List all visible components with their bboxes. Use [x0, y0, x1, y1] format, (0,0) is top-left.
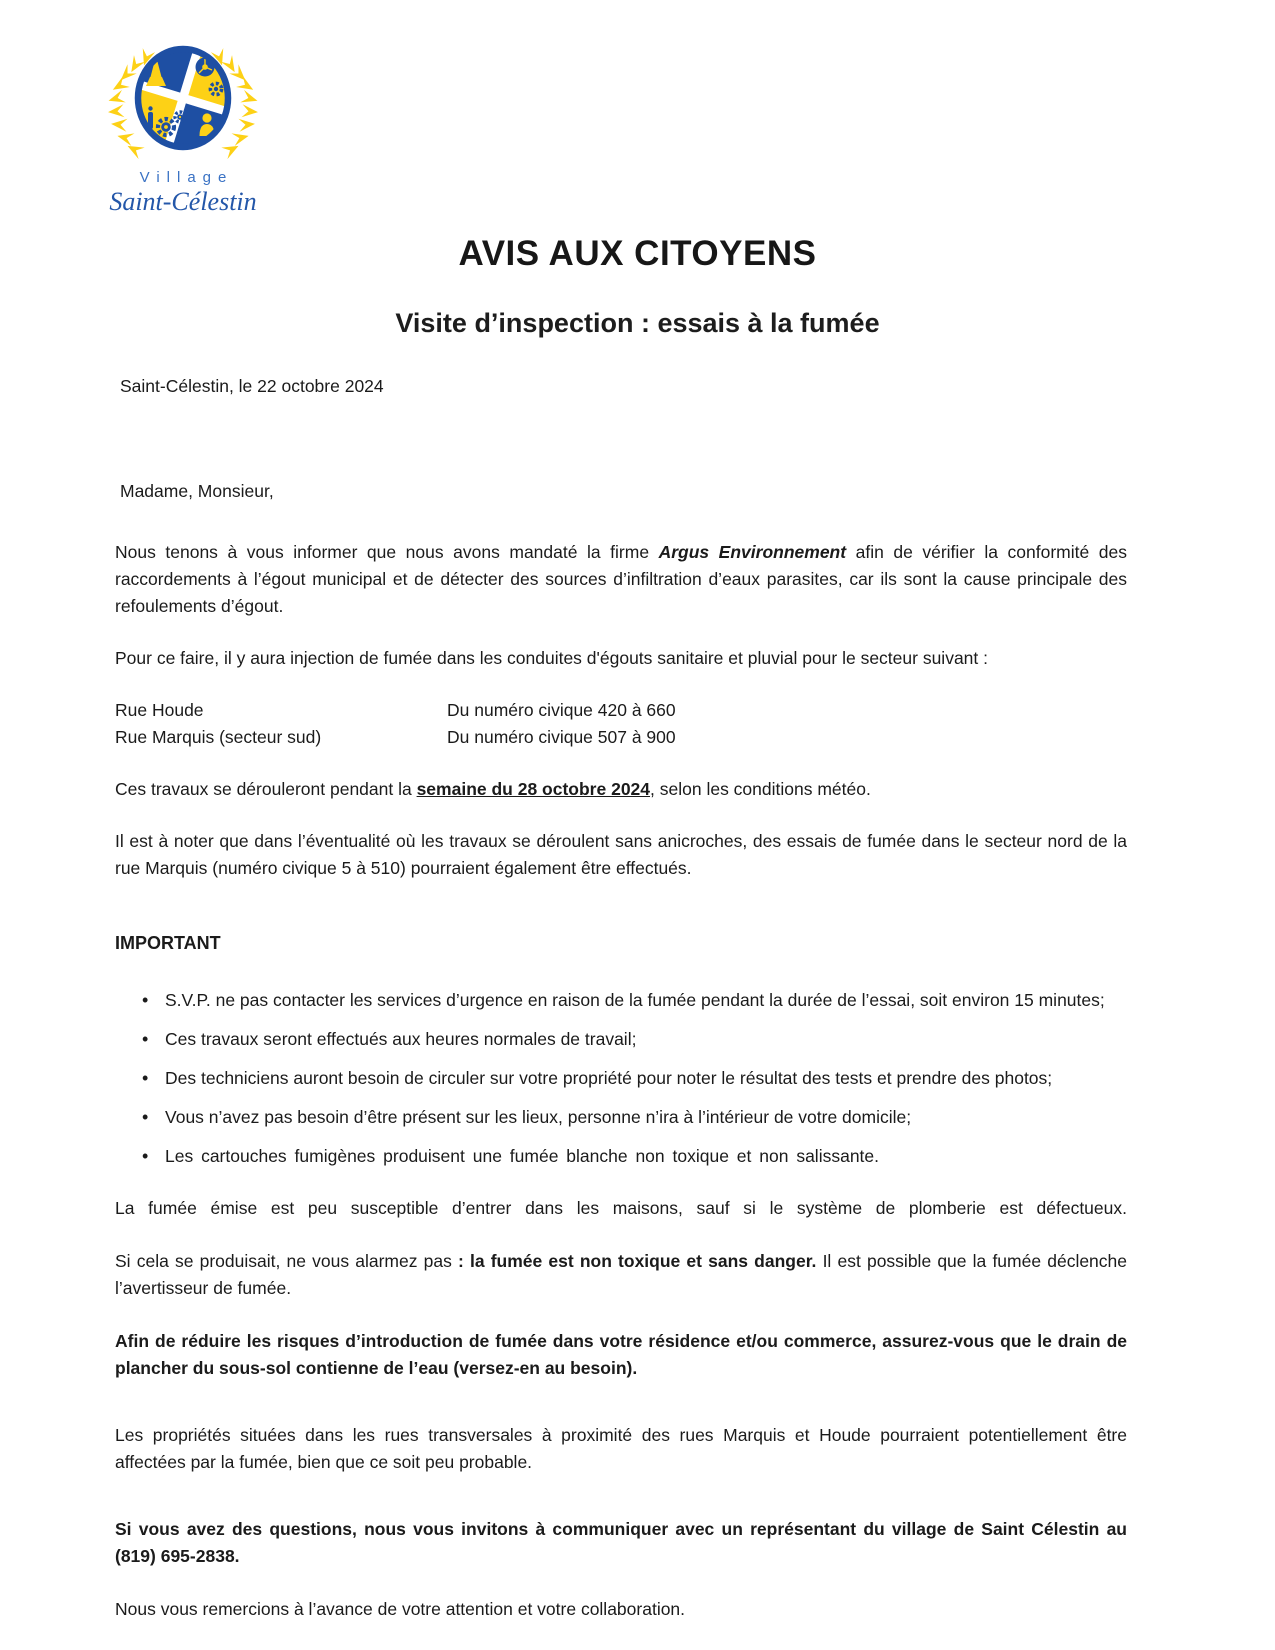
street-list: [115, 697, 1127, 751]
paragraph-thanks: Nous vous remercions à l’avance de votre attention et votre collaboration.: [115, 1599, 686, 1619]
bullet-marker: [142, 1065, 148, 1092]
logo-name: Saint-Célestin: [109, 187, 257, 216]
page-subtitle: Visite d’inspection : essais à la fumée: [395, 308, 880, 338]
logo-village-label: Village: [139, 169, 234, 186]
street-row: [115, 724, 1127, 751]
schedule-week: semaine du 28 octobre 2024: [416, 779, 651, 799]
mandate-text-post: afin de vérifier la conformité des raccordements à l’égout municipal et de détecter des sources d’infiltration d’eaux parasites, car ils sont la cause principale des refoulements d’égout.: [115, 542, 1127, 616]
bullet-text: Ces travaux seront effectués aux heures normales de travail;: [165, 1029, 637, 1049]
bullet-text: Les cartouches fumigènes produisent une fumée blanche non toxique et non salissante.: [165, 1146, 880, 1166]
paragraph-note: Il est à noter que dans l’éventualité où les travaux se déroulent sans anicroches, des essais de fumée dans le secteur nord de la rue Marquis (numéro civique 5 à 510) pourraient également être effectués.: [115, 831, 1127, 878]
paragraph-smoke: La fumée émise est peu susceptible d’entrer dans les maisons, sauf si le système de plomberie est défectueux.: [115, 1198, 1127, 1218]
paragraph-questions: Si vous avez des questions, nous vous invitons à communiquer avec un représentant du village de Saint Célestin au (819) 695-2838.: [115, 1519, 1127, 1566]
dateline: Saint-Célestin, le 22 octobre 2024: [120, 376, 384, 396]
bullet-item: [115, 1026, 1127, 1053]
street-name: Rue Marquis (secteur sud): [115, 727, 322, 747]
important-heading: IMPORTANT: [115, 933, 221, 953]
bullet-item: [115, 1143, 1127, 1170]
bullet-item: [115, 987, 1127, 1014]
street-range: Du numéro civique 420 à 660: [447, 700, 676, 720]
street-name: Rue Houde: [115, 700, 204, 720]
bullet-text: Vous n’avez pas besoin d’être présent sur les lieux, personne n’ira à l’intérieur de votre domicile;: [165, 1107, 912, 1127]
paragraph-schedule: [115, 776, 1127, 803]
important-bullet-list: [115, 987, 1127, 1170]
street-range: Du numéro civique 507 à 900: [447, 727, 676, 747]
paragraph-alarm: [115, 1248, 1127, 1302]
notice-body: [115, 373, 1127, 1623]
bullet-item: [115, 1104, 1127, 1131]
paragraph-transversal: Les propriétés situées dans les rues transversales à proximité des rues Marquis et Houde pourraient potentiellement être affectées par la fumée, bien que ce soit peu probable.: [115, 1425, 1127, 1472]
alarm-warning: : la fumée est non toxique et sans danger.: [457, 1251, 817, 1271]
alarm-text-pre: Si cela se produisait, ne vous alarmez pas: [115, 1251, 458, 1271]
alarm-text-post: Il est possible que la fumée déclenche l’avertisseur de fumée.: [115, 1251, 1128, 1298]
page-title: AVIS AUX CITOYENS: [458, 234, 817, 273]
bullet-text: S.V.P. ne pas contacter les services d’urgence en raison de la fumée pendant la durée de l’essai, soit environ 15 minutes;: [165, 990, 1105, 1010]
firm-name: Argus Environnement: [658, 542, 847, 562]
bullet-marker: [142, 1104, 148, 1131]
paragraph-injection: Pour ce faire, il y aura injection de fumée dans les conduites d'égouts sanitaire et pluvial pour le secteur suivant :: [115, 648, 989, 668]
mandate-text-pre: Nous tenons à vous informer que nous avons mandaté la firme: [115, 542, 659, 562]
village-logo: [98, 34, 268, 217]
paragraph-mandate: [115, 539, 1127, 620]
bullet-text: Des techniciens auront besoin de circuler sur votre propriété pour noter le résultat des tests et prendre des photos;: [165, 1068, 1053, 1088]
salutation: Madame, Monsieur,: [120, 481, 274, 501]
bullet-marker: [142, 987, 148, 1014]
schedule-text-post: , selon les conditions météo.: [650, 779, 871, 799]
street-row: [115, 697, 1127, 724]
bullet-marker: [142, 1026, 148, 1053]
bullet-marker: [142, 1143, 148, 1170]
logo-emblem: [99, 34, 267, 162]
paragraph-drain: Afin de réduire les risques d’introduction de fumée dans votre résidence et/ou commerce, assurez-vous que le drain de plancher du sous-sol contienne de l’eau (versez-en au besoin).: [115, 1331, 1127, 1378]
bullet-item: [115, 1065, 1127, 1092]
schedule-text-pre: Ces travaux se dérouleront pendant la: [115, 779, 417, 799]
